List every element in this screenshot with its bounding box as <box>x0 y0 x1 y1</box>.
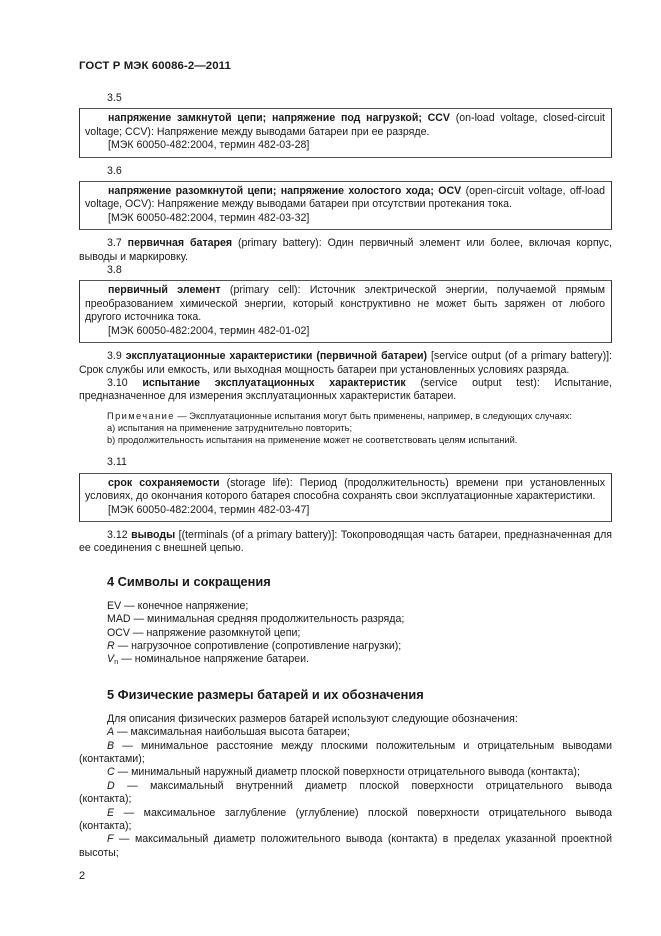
symbol-description: — минимальное расстояние между плоскими положительным и отрицательным выводами (контактами); <box>79 739 612 766</box>
term-paragraph-3-9 <box>79 350 612 377</box>
note-item-a: а) испытания на применение затруднительно повторить; <box>107 422 353 433</box>
symbol-description: — максимальное заглубление (углубление) плоской поверхности отрицательного вывода (контакта); <box>79 806 612 833</box>
symbol-description: — минимальный наружный диаметр плоской поверхности отрицательного вывода (контакта); <box>114 766 580 779</box>
list-item <box>79 640 612 653</box>
term-name: первичный элемент <box>108 284 221 297</box>
symbol-description: — конечное напряжение; <box>121 599 249 612</box>
symbol: R <box>107 639 115 652</box>
symbol: D <box>107 779 115 792</box>
term-text: (primary battery): Один первичный элемент или более, включая корпус, выводы и маркировку. <box>79 237 612 263</box>
term-text: (storage life): Период (продолжительность) времени при установленных условиях, до окончания которого батарея способна сохранять свои эксплуатационные характеристики. <box>85 476 605 503</box>
term-number: 3.6 <box>107 164 122 177</box>
page-number: 2 <box>79 870 86 882</box>
symbol-description: — максимальный диаметр положительного вывода (контакта) в пределах указанной проектной высоты; <box>79 833 612 859</box>
term-number: 3.7 <box>107 237 122 250</box>
term-name: эксплуатационные характеристики (первичной батареи) <box>125 350 428 363</box>
list-item <box>79 766 612 779</box>
term-text: (open-circuit voltage, off-load voltage, OCV): Напряжение между выводами батареи при отсутствии протекания тока. <box>85 185 605 211</box>
section-heading-5: 5 Физические размеры батарей и их обозначения <box>107 686 424 702</box>
term-name: напряжение замкнутой цепи; напряжение под нагрузкой; CCV <box>108 112 450 125</box>
list-item <box>79 780 612 807</box>
symbol: F <box>107 833 114 846</box>
term-reference: [МЭК 60050-482:2004, термин 482-03-47] <box>108 503 310 516</box>
symbol: C <box>107 766 115 779</box>
symbol-description: — минимальная средняя продолжительность разряда; <box>130 613 405 626</box>
term-text: (service output test): Испытание, предназначенное для измерения эксплуатационных характеристик батареи. <box>79 376 612 403</box>
term-box-3-11 <box>79 473 612 522</box>
symbol-description: — нагрузочное сопротивление (сопротивление нагрузки); <box>114 639 402 652</box>
term-paragraph-3-10 <box>79 377 612 404</box>
term-box-3-6 <box>79 181 612 230</box>
note-item-b: b) продолжительность испытания на применение может не соответствовать целям испытаний. <box>107 435 518 446</box>
term-name: испытание эксплуатационных характеристик <box>142 376 406 389</box>
term-paragraph-3-12 <box>79 529 612 556</box>
symbol-subscript: n <box>114 657 119 667</box>
symbol: EV <box>107 599 122 612</box>
term-definition <box>85 112 605 139</box>
document-content <box>79 92 612 860</box>
term-text: [service output (of a primary battery)]: Срок службы или емкость, или выходная мощность батареи при установленных условиях разряда. <box>79 350 613 376</box>
section-heading-4: 4 Символы и сокращения <box>107 573 271 589</box>
list-item <box>79 613 612 626</box>
term-text: [(terminals (of a primary battery)]: Токопроводящая часть батареи, предназначенная для ее соединения с внешней цепью. <box>79 528 612 555</box>
section-intro: Для описания физических размеров батарей используют следующие обозначения: <box>107 712 518 725</box>
symbol: E <box>107 806 115 819</box>
list-item <box>79 740 612 767</box>
term-box-3-8 <box>79 280 612 343</box>
term-text: (primary cell): Источник электрической энергии, получаемой прямым преобразованием химической энергии, который конструктивно не может быть заряжен от любого другого источника тока. <box>85 284 605 324</box>
dimensions-list <box>79 713 612 740</box>
note-text: — Эксплуатационные испытания могут быть применены, например, в следующих случаях: <box>174 410 572 421</box>
symbol-description: — номинальное напряжение батареи. <box>118 653 310 666</box>
term-number: 3.8 <box>107 264 122 277</box>
term-paragraph-3-7 <box>79 237 612 264</box>
term-number: 3.5 <box>107 92 122 104</box>
note-intro <box>107 410 612 422</box>
term-definition <box>85 284 605 324</box>
term-number: 3.11 <box>107 456 127 469</box>
list-item <box>79 627 612 640</box>
symbol-description: — максимальная наибольшая высота батареи; <box>114 726 350 739</box>
symbols-list <box>79 600 612 669</box>
symbol: MAD <box>107 613 131 626</box>
note-block <box>79 410 612 447</box>
term-name: первичная батарея <box>127 237 233 250</box>
symbol: V <box>107 653 115 666</box>
symbol-description: — максимальный внутренний диаметр плоской поверхности отрицательного вывода (контакта); <box>79 779 612 806</box>
term-reference: [МЭК 60050-482:2004, термин 482-01-02] <box>108 324 310 337</box>
term-name: выводы <box>131 528 176 541</box>
symbol: B <box>107 739 115 752</box>
term-reference: [МЭК 60050-482:2004, термин 482-03-32] <box>108 211 310 224</box>
symbol: A <box>107 726 115 739</box>
list-item <box>79 726 612 739</box>
list-item <box>79 600 612 613</box>
symbol: OCV <box>107 626 130 639</box>
term-definition <box>85 477 605 504</box>
document-header: ГОСТ Р МЭК 60086-2—2011 <box>79 60 231 72</box>
term-definition <box>85 185 605 212</box>
term-name: срок сохраняемости <box>108 476 220 489</box>
term-number: 3.12 <box>107 528 128 541</box>
list-item <box>79 833 612 860</box>
list-item <box>79 653 612 668</box>
term-text: (on-load voltage, closed-circuit voltage; CCV): Напряжение между выводами батареи при ее разряде. <box>85 112 605 138</box>
symbol-description: — напряжение разомкнутой цепи; <box>129 626 301 639</box>
term-number: 3.9 <box>107 350 122 363</box>
term-number: 3.10 <box>107 376 128 389</box>
list-item <box>79 807 612 834</box>
term-box-3-5 <box>79 108 612 157</box>
term-name: напряжение разомкнутой цепи; напряжение холостого хода; OCV <box>108 185 462 198</box>
note-label: Примечание <box>107 410 175 421</box>
term-reference: [МЭК 60050-482:2004, термин 482-03-28] <box>108 139 310 152</box>
